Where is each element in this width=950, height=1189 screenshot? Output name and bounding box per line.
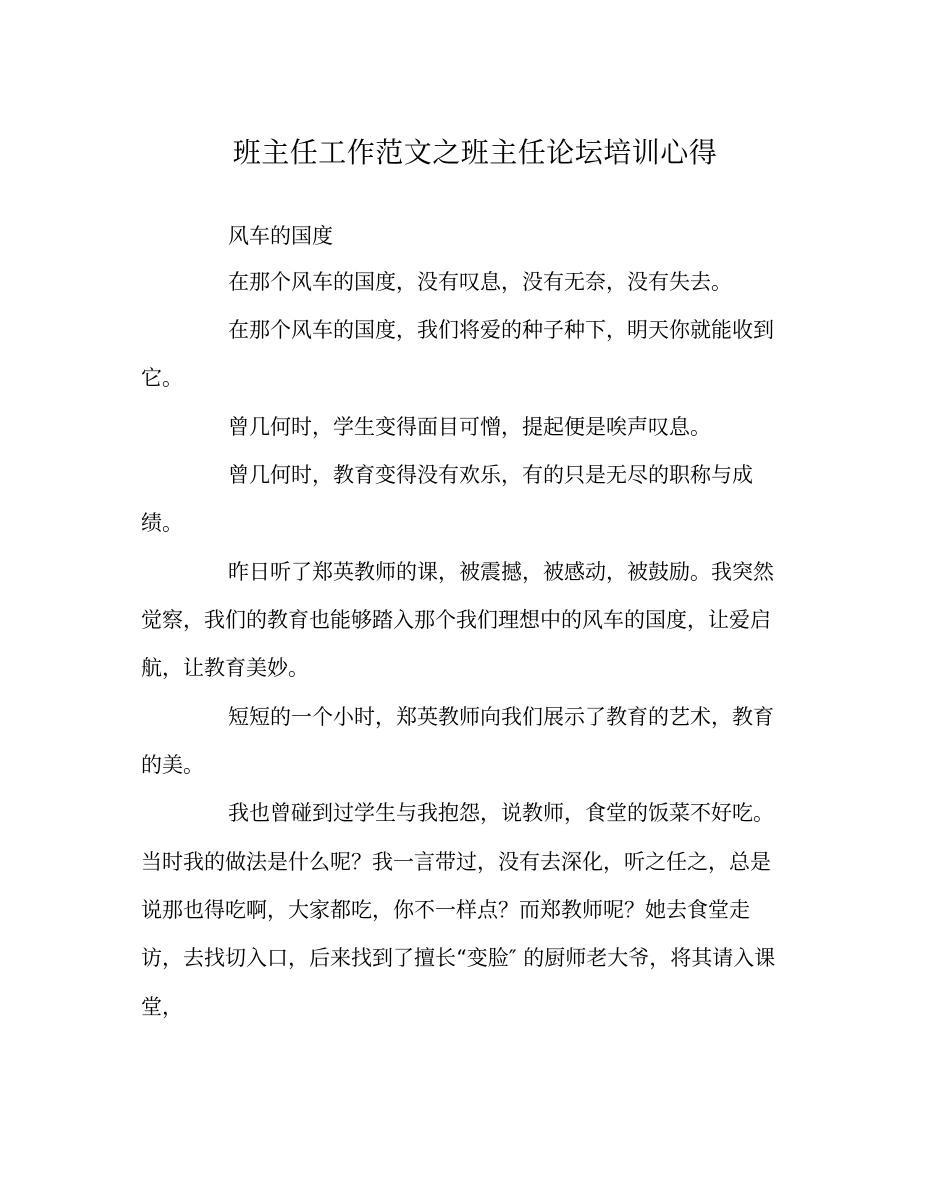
text-line: 说那也得吃啊，大家都吃，你不一样点？而郑教师呢？她去食堂走 <box>141 898 750 922</box>
text-line: 短短的一个小时，郑英教师向我们展示了教育的艺术，教育 <box>228 705 774 729</box>
text-line: 航，让教育美妙。 <box>141 656 309 680</box>
text-line: 觉察，我们的教育也能够踏入那个我们理想中的风车的国度，让爱启 <box>141 608 771 632</box>
text-line: 曾几何时，教育变得没有欢乐，有的只是无尽的职称与成 <box>228 463 753 487</box>
text-line: 当时我的做法是什么呢？我一言带过，没有去深化，听之任之，总是 <box>141 850 771 874</box>
text-line: 堂， <box>141 995 183 1019</box>
text-line: 在那个风车的国度，没有叹息，没有无奈，没有失去。 <box>228 270 732 294</box>
paragraph-heading: 风车的国度 <box>228 224 333 248</box>
document-title: 班主任工作范文之班主任论坛培训心得 <box>232 136 718 169</box>
text-line: 在那个风车的国度，我们将爱的种子种下，明天你就能收到 <box>228 318 774 342</box>
text-line: 的美。 <box>141 753 204 777</box>
text-line: 它。 <box>141 366 183 390</box>
text-line: 昨日听了郑英教师的课，被震撼，被感动，被鼓励。我突然 <box>228 560 774 584</box>
text-line: 我也曾碰到过学生与我抱怨，说教师，食堂的饭菜不好吃。 <box>228 801 774 825</box>
text-line: 曾几何时，学生变得面目可憎，提起便是唉声叹息。 <box>228 415 711 439</box>
text-line: 访，去找切入口，后来找到了擅长“变脸″ 的厨师老大爷，将其请入课 <box>141 946 776 970</box>
text-line: 绩。 <box>141 511 183 535</box>
